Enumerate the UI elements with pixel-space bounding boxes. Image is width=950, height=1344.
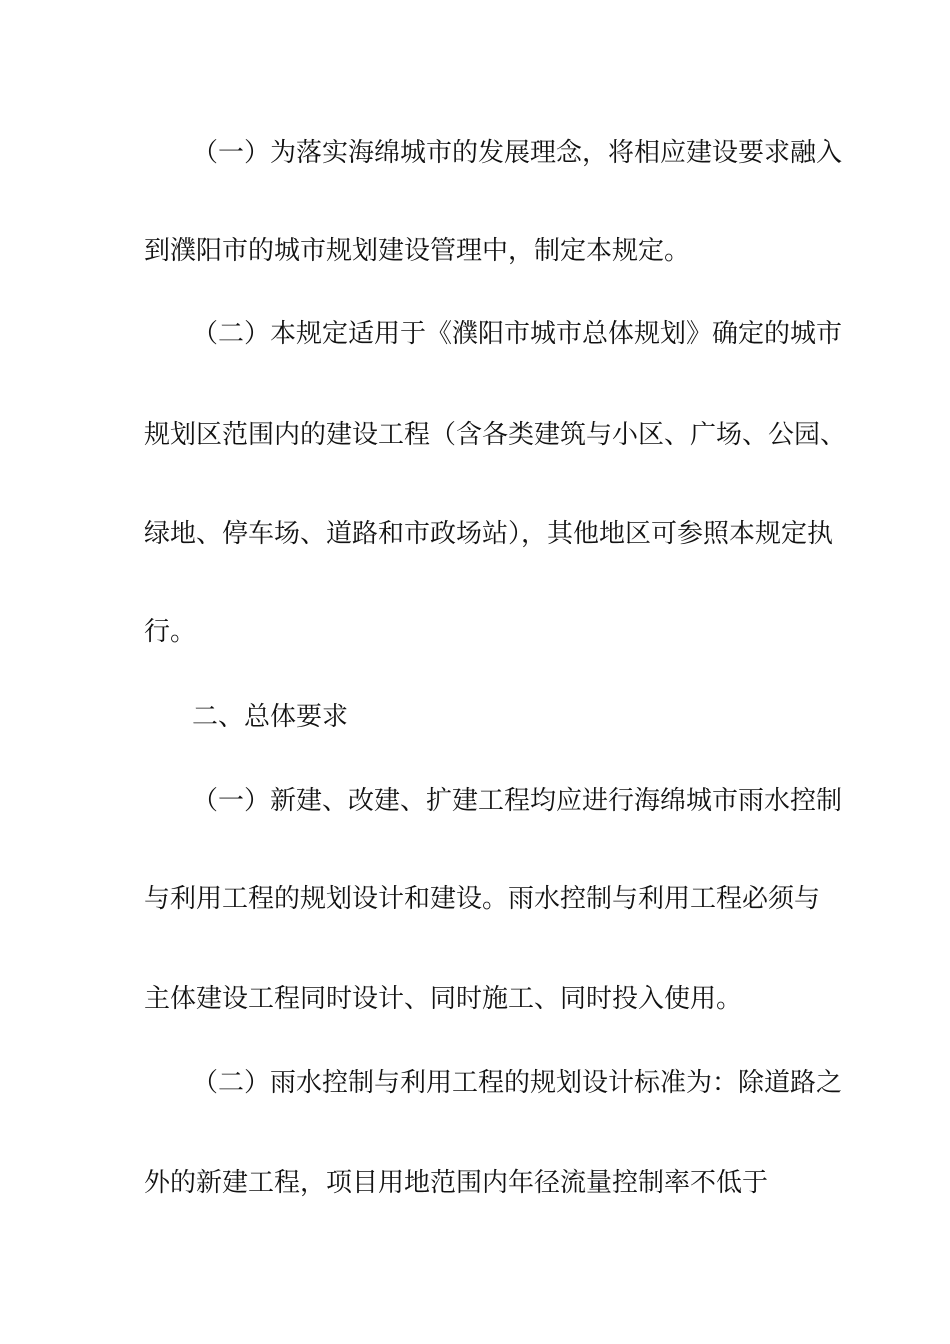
- paragraph-2-line-2: 规划区范围内的建设工程（含各类建筑与小区、广场、公园、: [144, 420, 847, 450]
- paragraph-1-line-2: 到濮阳市的城市规划建设管理中，制定本规定。: [144, 236, 691, 266]
- paragraph-3-line-3: 主体建设工程同时设计、同时施工、同时投入使用。: [144, 984, 743, 1014]
- paragraph-2-line-3: 绿地、停车场、道路和市政场站），其他地区可参照本规定执: [144, 519, 834, 549]
- paragraph-4-line-2: 外的新建工程，项目用地范围内年径流量控制率不低于: [144, 1168, 769, 1198]
- paragraph-2-line-4: 行。: [144, 617, 197, 647]
- paragraph-4-line-1: （二）雨水控制与利用工程的规划设计标准为：除道路之: [192, 1068, 843, 1098]
- section-heading-2: 二、总体要求: [192, 702, 349, 732]
- paragraph-1-line-1: （一）为落实海绵城市的发展理念，将相应建设要求融入: [192, 138, 843, 168]
- paragraph-3-line-1: （一）新建、改建、扩建工程均应进行海绵城市雨水控制: [192, 786, 843, 816]
- paragraph-2-line-1: （二）本规定适用于《濮阳市城市总体规划》确定的城市: [192, 319, 843, 349]
- paragraph-3-line-2: 与利用工程的规划设计和建设。雨水控制与利用工程必须与: [144, 884, 821, 914]
